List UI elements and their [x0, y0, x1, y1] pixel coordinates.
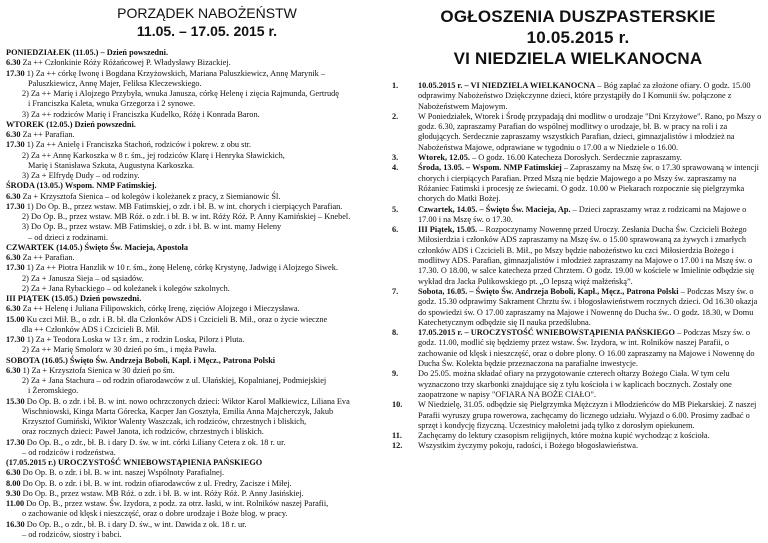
mass-intention: 1) Za ++ Piotra Hanzlik w 10 r. śm., żonę Helenę, córkę Krystynę, Jadwigę i Alojzego Siwek. [26, 263, 338, 273]
schedule-mass-entry [6, 89, 378, 99]
mass-time: 17.30 [6, 437, 25, 447]
announcement-item [392, 369, 764, 400]
announcement-item [392, 431, 764, 441]
schedule-mass-entry [6, 315, 378, 325]
announcement-body: W Poniedziałek, Wtorek i Środę przypadają dni modlitw o urodzaje "Dni Krzyżowe". Rano, po Mszy o godz. 6.30, zapraszamy Parafian do wspólnej modlitwy o urodzaje, bł. B. w pracy na roli i za głodujących. Serdecznie zapraszamy wszystkich Parafian, dzieci, gimnazjalistów i młodzież na Nabożeństwa Majowe, odprawiane w tygodniu o 17.00 a w Niedziele o 16.00. [418, 111, 762, 152]
schedule-mass-entry [6, 304, 378, 314]
schedule-mass-entry [6, 499, 378, 509]
mass-time: 6.30 [6, 468, 21, 478]
schedule-day-heading: CZWARTEK (14.05.) Święto Św. Macieja, Apostoła [6, 242, 189, 252]
mass-time: 16.30 [6, 519, 25, 529]
mass-intention: Do Op. B., o zdr., bł. B. i dary D. św. w int. córki Liliany Cetera z ok. 18 r. ur. [26, 437, 286, 447]
announcement-item [392, 112, 764, 153]
announcement-body: Wszystkim życzymy pokoju, radości, i Bożego błogosławieństwa. [418, 441, 639, 451]
announcement-heading: Wtorek, 12.05. [418, 153, 470, 163]
announcement-number: 6. [392, 225, 399, 235]
schedule-mass-entry [6, 274, 378, 284]
announcement-text [418, 431, 764, 441]
mass-intention: Za ++ Helenę i Juliana Filipowskich, córkę Irenę, zięciów Alojzego i Mieczysława. [22, 304, 300, 314]
announcement-heading: Środa, 13.05. – Wspom. NMP Fatimskiej [418, 163, 562, 173]
schedule-mass-entry [6, 376, 378, 386]
schedule-mass-entry [6, 58, 378, 68]
mass-intention: Za ++ Parafian. [22, 253, 75, 262]
mass-intention: 2) Za ++ Marię Smolorz w 30 dzień po śm., i męża Pawła. [22, 345, 217, 355]
announcements-date: 10.05.2015 r. [526, 28, 630, 47]
announcement-number: 12. [392, 441, 403, 451]
announcement-text [418, 153, 764, 163]
announcement-number: 9. [392, 369, 399, 379]
mass-intention: 2) Do Op. B., przez wstaw. MB Róż. o zdr. i bł. B. w int. Róży Róż. P. Anny Kamińskiej – Knebel. [22, 212, 351, 221]
announcement-text [418, 369, 764, 400]
announcement-item [392, 153, 764, 163]
schedule-mass-entry [6, 222, 378, 232]
announcements-column [392, 4, 764, 452]
announcement-body: W Niedzielę, 31.05. odbędzie się Pielgrzymka Mężczyzn i Młodzieńców do MB Piekarskiej. Z naszej Parafii wyruszy grupa rowerowa, zachęcamy do licznego udziału. Wyjazd o 6.00. Prosimy zadbać o sprzęt i kondycję fizyczną. Uczestnicy małoletni jadą tylko z dorosłym opiekunem. [418, 400, 757, 430]
schedule-day-heading: III PIĄTEK (15.05.) Dzień powszedni. [6, 294, 142, 303]
mass-time: 15.30 [6, 396, 25, 406]
schedule-mass-entry [6, 202, 378, 212]
mass-intention: Krzysztof Gumiński, Wiktor Walenty Waszczak, ich rodziców, chrzestnych i bliskich, [22, 417, 307, 426]
mass-time: 9.30 [6, 488, 21, 498]
announcement-text [418, 163, 764, 204]
schedule-mass-entry [6, 171, 378, 181]
schedule-mass-entry [6, 448, 378, 458]
announcement-heading: III Piątek, 15.05. [418, 225, 478, 235]
schedule-mass-entry [6, 140, 378, 150]
schedule-mass-entry [6, 151, 378, 161]
mass-intention: 1) Za ++ córkę Iwonę i Bogdana Krzyżowskich, Mariana Paluszkiewicz, Annę Marynik – [26, 68, 326, 78]
mass-intention: 2) Za ++ Annę Karkoszka w 8 r. śm., jej rodziców Klarę i Henryka Sławickich, [22, 150, 285, 160]
mass-intention: i Franciszka Kaleta, wnuka Grzegorza i 2 synowe. [28, 99, 196, 109]
mass-intention: 3) Za + Elfrydę Dudy – od rodziny. [22, 171, 140, 180]
announcements-title-line1: OGŁOSZENIA DUSZPASTERSKIE [440, 7, 716, 26]
announcement-number: 4. [392, 163, 399, 173]
mass-intention: o zachowanie od klęsk i nieszczęść, oraz o dobre urodzaje i Boże blog. w pracy. [22, 509, 288, 519]
announcement-number: 1. [392, 81, 399, 90]
mass-time: 17.30 [6, 140, 25, 150]
mass-intention: Do Op. B. o zdr. i bł. B. w int. naszej Wspólnoty Parafialnej. [22, 468, 225, 478]
schedule-title-dates: 11.05. – 17.05. 2015 r. [136, 23, 278, 39]
schedule-mass-entry [6, 233, 378, 243]
schedule-mass-entry [6, 79, 378, 89]
mass-intention: Ku czci Mił. B., o zdr. i B. bł. dla Członków ADS i Czcicieli B. Mił., oraz o życie wieczne [26, 314, 328, 324]
mass-time: 8.00 [6, 478, 21, 488]
mass-intention: Za ++ Członkinie Róży Różańcowej P. Władysławy Bizackiej. [22, 58, 231, 68]
schedule-mass-entry [6, 479, 378, 489]
schedule-day-heading: SOBOTA (16.05.) Święto Św. Andrzeja Boboli, Kapł. i Męcz., Patrona Polski [6, 355, 276, 365]
schedule-day-heading: (17.05.2015 r.) UROCZYSTOŚĆ WNIEBOWSTĄPIENIA PAŃSKIEGO [6, 458, 263, 467]
announcement-number: 7. [392, 286, 399, 296]
mass-time: 6.30 [6, 130, 21, 139]
schedule-mass-entry [6, 253, 378, 263]
announcement-number: 8. [392, 328, 399, 338]
announcement-body: Zachęcamy do lektury czasopism religijnych, które można kupić wychodząc z kościoła. [418, 431, 710, 441]
mass-intention: Do Op. B., o zdr., bł. B. i dary D. św., w int. Dawida z ok. 18 r. ur. [26, 519, 247, 529]
mass-intention: Za ++ Parafian. [22, 130, 75, 139]
mass-intention: Marię i Stanisława Szkuta, Augustyna Karkoszka. [28, 160, 195, 170]
announcement-body: – Zapraszamy na Mszę św. o 17.30 sprawowaną w intencji chorych i cierpiących Parafian. Przed Mszą nie będzie Majowego a po Mszy św. zapraszamy na Różaniec Fatimski i procesję ze świecami. O godz. 10.00 w Piekarach rozpocznie się pielgrzymka chorych do Matki Bożej. [418, 163, 759, 204]
schedule-mass-entry [6, 397, 378, 407]
schedule-mass-entry [6, 520, 378, 530]
schedule-day-heading: PONIEDZIAŁEK (11.05.) – Dzień powszedni. [6, 48, 169, 57]
schedule-mass-entry [6, 489, 378, 499]
mass-intention: Za + Krzysztofa Sienica – od kolegów i koleżanek z pracy, z Siemianowic Śl. [22, 191, 281, 201]
mass-time: 15.00 [6, 314, 25, 324]
mass-intention: 1) Do Op. B., przez wstaw. MB Fatimskiej, o zdr. i bł. B. w int. chorych i cierpiących Parafian. [26, 201, 343, 211]
mass-intention: 1) Za ++ Anielę i Franciszka Stachoń, rodziców i pokrew. z obu str. [26, 140, 252, 150]
mass-intention: Paluszkiewicz, Annę Majer, Feliksa Kleczewskiego. [28, 78, 202, 88]
mass-time: 6.30 [6, 365, 21, 375]
announcement-number: 10. [392, 400, 403, 410]
announcements-title [392, 6, 764, 69]
mass-intention: 2) Za + Jana Stachura – od rodzin ofiarodawców z ul. Ułańskiej, Kopalnianej, Podmiejskiej [22, 376, 327, 385]
announcement-number: 5. [392, 204, 399, 214]
schedule-title [6, 4, 378, 40]
schedule-mass-entry [6, 192, 378, 202]
mass-intention: Do Op. B. o zdr. i bł. B. w int. rodzin ofiarodawców z ul. Fredry, Zacisze i Miłej. [22, 478, 292, 488]
announcement-body: – Rozpoczynamy Nowennę przed Uroczy. Zesłania Ducha Św. Czcicieli Bożego Miłosierdzia i członków ADS zapraszamy na Mszę św. o 15.00 sprawowaną za żywych i zmarłych członków ADS i Czcicieli B. Mił., po Mszy będzie nabożeństwo ku czci Miłosierdzia Bożego i modlitwy ADS. Parafian, gimnazjalistów i młodzież zapraszamy na Majowe o 17.00 i na Mszę św. o 17.30. O 18.00, w salce katecheza przed Chrztem. O godz. 19.00 w kościele w Imielinie odbędzie się wykład dra Jacka Pulikowskiego pt. „O lepszą więź małżeńską”. [418, 225, 755, 286]
announcement-text [418, 328, 764, 369]
announcement-body: Do 25.05. można składać ofiary na przygotowanie czterech ołtarzy Bożego Ciała. W tym celu wyznaczono trzy skarbonki znajdujące się z tyłu kościoła i w kaplicach bocznych. Zostały one zaopatrzone w napisy "OFIARA NA BOŻE CIAŁO". [418, 369, 732, 399]
announcement-heading: Czwartek, 14.05. – Święto Św. Macieja, Ap. [418, 204, 571, 214]
announcement-text [418, 112, 764, 153]
announcement-heading: 10.05.2015 r. – VI NIEDZIELA WIELKANOCNA [418, 81, 596, 90]
schedule-mass-entry [6, 530, 378, 540]
announcement-item [392, 81, 764, 112]
mass-intention: 2) Za + Jana Rybackiego – od koleżanek i kolegów szkolnych. [22, 283, 230, 293]
schedule-title-line1: PORZĄDEK NABOŻEŃSTW [117, 5, 297, 21]
schedule-mass-entry [6, 407, 378, 417]
mass-time: 6.30 [6, 58, 21, 68]
mass-intention: Wischniowski, Kinga Marta Górecka, Kacper Jan Gosztyła, Emilia Anna Majcherczyk, Jakub [22, 406, 334, 416]
mass-intention: 1) Za + Teodora Loska w 13 r. śm., z rodzin Loska, Pilorz i Pluta. [26, 335, 245, 344]
schedule-mass-entry [6, 427, 378, 437]
announcements-list [392, 81, 764, 452]
schedule-mass-entry [6, 468, 378, 478]
mass-time: 17.30 [6, 201, 25, 211]
announcement-item [392, 441, 764, 451]
announcement-item [392, 163, 764, 204]
mass-time: 17.30 [6, 263, 25, 273]
mass-intention: 3) Do Op. B., przez wstaw. MB Fatimskiej, o zdr. i bł. B. w int. mamy Heleny [22, 222, 282, 232]
schedule-mass-entry [6, 345, 378, 355]
schedule-mass-entry [6, 509, 378, 519]
schedule-mass-entry [6, 335, 378, 345]
mass-intention: 3) Za ++ rodziców Marię i Franciszka Kudelko, Różę i Konrada Baron. [22, 109, 260, 119]
announcement-heading: 17.05.2015 r. – UROCZYSTOŚĆ WNIEBOWSTĄPIENIA PAŃSKIEGO [418, 328, 675, 338]
announcement-heading: Sobota, 16.05. – Święto Św. Andrzeja Boboli, Kapł., Męcz., Patrona Polski [418, 286, 679, 296]
announcement-text [418, 441, 764, 451]
mass-time: 6.30 [6, 304, 21, 314]
announcement-text [418, 81, 764, 112]
announcement-item [392, 225, 764, 287]
announcement-text [418, 225, 764, 287]
mass-intention: 1) Za + Krzysztofa Sienica w 30 dzień po śm. [22, 365, 175, 375]
schedule-mass-entry [6, 284, 378, 294]
announcement-body: – Podczas Mszy św. o godz. 15.30 odprawimy Sakrament Chrztu św. i błogosławieństwem rocznych dzieci. Od 16.30 okazja do spowiedzi św. O 17.00 zapraszamy na Majowe i Nowennę do Ducha św.. O godz. 18.30, w Domu Katechetycznym odbędzie się II nauka przedślubna. [418, 286, 758, 327]
announcement-body: – Podczas Mszy św. o godz. 11.00, modlić się będziemy przez wstaw. Św. Izydora, w int. Rolników naszej Parafii, o zachowanie od klęsk i nieszczęść, oraz o dobre plony. O 16.00 zapraszamy na Majowe i Nowennę do Ducha Św. Kolekta będzie przeznaczona na parafialne inwestycje. [418, 328, 755, 369]
schedule-mass-entry [6, 212, 378, 222]
announcement-text [418, 205, 764, 226]
announcement-item [392, 328, 764, 369]
schedule-mass-entry [6, 366, 378, 376]
announcement-number: 2. [392, 111, 399, 121]
schedule-mass-entry [6, 130, 378, 140]
announcement-body: – Bóg zapłać za złożone ofiary. O godz. 15.00 odprawimy Nabożeństwo Dziękczynne dzieci, które przystąpiły do I Komunii św. połączone z Nabożeństwem Majowym. [418, 81, 751, 111]
announcement-number: 11. [392, 431, 402, 441]
mass-schedule-column [6, 4, 378, 540]
mass-intention: Do Op. B., przez wstaw. Św. Izydora, z podz. za otrz. łaski, w int. Rolników naszej Parafii, [26, 499, 329, 508]
mass-time: 6.30 [6, 253, 21, 262]
announcement-number: 3. [392, 153, 399, 163]
mass-intention: dla ++ Członków ADS i Czcicieli B. Mił. [22, 324, 160, 334]
schedule-mass-entry [6, 69, 378, 79]
mass-intention: – od rodziców i rodzeństwa. [22, 447, 116, 457]
mass-intention: 2) Za + Janusza Sieja – od sąsiadów. [22, 273, 144, 283]
mass-intention: – od rodziców, siostry i babci. [22, 529, 122, 539]
announcement-body: – O godz. 16.00 Katecheza Dorosłych. Serdecznie zapraszamy. [469, 153, 682, 163]
schedule-mass-entry [6, 386, 378, 396]
announcement-body: – Dzieci zapraszamy wraz z rodzicami na Majowe o 17.00 i na Mszę św. o 17.30. [418, 204, 747, 224]
schedule-day-heading: WTOREK (12.05.) Dzień powszedni. [6, 119, 136, 129]
mass-intention: oraz rocznych dzieci: Paweł Janota, ich rodziców, chrzestnych i bliskich. [22, 427, 264, 437]
schedule-mass-entry [6, 161, 378, 171]
mass-time: 11.00 [6, 499, 25, 508]
announcement-text [418, 287, 764, 328]
announcement-item [392, 205, 764, 226]
schedule-day-heading: ŚRODA (13.05.) Wspom. NMP Fatimskiej. [6, 181, 157, 191]
mass-time: 17.30 [6, 335, 25, 344]
mass-time: 17.30 [6, 68, 25, 78]
mass-intention: Do Op. B. o zdr. i bł. B. w int. nowo ochrzczonych dzieci: Wiktor Karol Małkiewicz, Liliana Eva [26, 396, 350, 406]
schedule-mass-entry [6, 99, 378, 109]
mass-intention: i Żeromskiego. [28, 386, 79, 396]
announcement-text [418, 400, 764, 431]
announcements-sunday: VI NIEDZIELA WIELKANOCNA [453, 49, 703, 68]
schedule-list [6, 48, 378, 540]
mass-intention: – od dzieci z rodzinami. [28, 232, 108, 242]
announcement-item [392, 400, 764, 431]
schedule-mass-entry [6, 325, 378, 335]
mass-intention: 2) Za ++ Marię i Alojzego Przybyła, wnuka Janusza, córkę Helenę i zięcia Rajmunda, Gertrudę [22, 89, 339, 98]
schedule-mass-entry [6, 438, 378, 448]
mass-time: 6.30 [6, 191, 21, 201]
mass-intention: Do Op. B., przez wstaw. MB Róż. o zdr. i bł. B. w int. Róży Róż. P. Anny Jasińskiej. [22, 488, 304, 498]
announcement-item [392, 287, 764, 328]
schedule-mass-entry [6, 110, 378, 120]
schedule-mass-entry [6, 417, 378, 427]
schedule-mass-entry [6, 263, 378, 273]
